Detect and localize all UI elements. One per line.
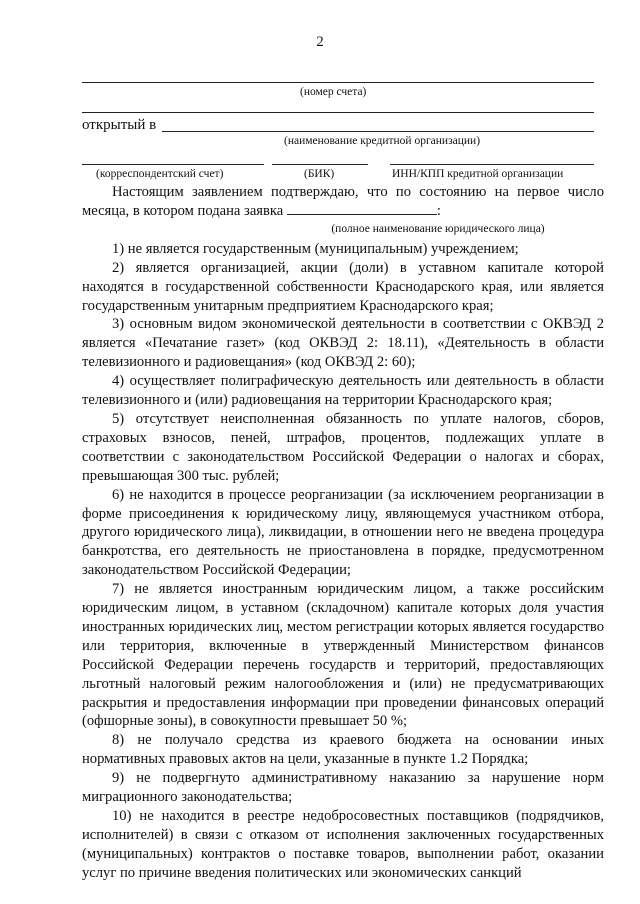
item-7: 7) не является иностранным юридическим лицом, а также российским юридическим лицом, в уставном (складочном) капитале которых доля участия иностранных юридических лиц, местом регистрации которых является государство или территория, включенные в утвержденный Министерством финансов Российской Федерации перечень государств и территорий, предоставляющих льготный налоговый режим налогообложения и (или) не предусматривающих раскрытия и предоставления информации при проведении финансовых операций (офшорные зоны), в совокупности превышает 50 %; xyxy=(82,581,604,730)
item-1: 1) не является государственным (муниципальным) учреждением; xyxy=(112,240,519,257)
page-number: 2 xyxy=(316,34,324,50)
credit-org-line xyxy=(162,131,594,132)
item-10: 10) не находится в реестре недобросовестных поставщиков (подрядчиков, исполнителей) в связи с отказом от исполнения заключенных государственных (муниципальных) контрактов о поставке товаров, выполнении работ, оказании услуг по причине введения политических или экономических санкций xyxy=(82,808,604,881)
item-6: 6) не находится в процессе реорганизации (за исключением реорганизации в форме присоединения к юридическому лицу, являющемуся участником отбора, другого юридического лица), ликвидации, в отношении него не введена процедура банкротства, его деятельность не приостановлена в порядке, предусмотренном законодательством Российской Федерации; xyxy=(82,486,604,579)
corr-account-caption: (корреспондентский счет) xyxy=(96,168,224,180)
account-number-line xyxy=(82,82,594,83)
blank-line xyxy=(82,112,594,113)
statement-body xyxy=(82,183,604,883)
inn-kpp-caption: ИНН/КПП кредитной организации xyxy=(392,168,564,180)
intro-paragraph xyxy=(82,183,604,221)
inn-kpp-line xyxy=(390,164,594,165)
legal-name-blank xyxy=(287,202,437,215)
item-5: 5) отсутствует неисполненная обязанность по уплате налогов, сборов, страховых взносов, пеней, штрафов, процентов, подлежащих уплате в соответствии с законодательством Российской Федерации о налогах и сборах, превышающая 300 тыс. рублей; xyxy=(82,410,604,484)
item-9: 9) не подвергнуто административному наказанию за нарушение норм миграционного законодательства; xyxy=(82,770,604,806)
opened-in-label: открытый в xyxy=(82,117,157,133)
corr-account-line xyxy=(82,164,264,165)
intro-colon: : xyxy=(436,202,441,219)
item-2: 2) является организацией, акции (доли) в уставном капитале которой находятся в государственной собственности Краснодарского края, или является государственным унитарным предприятием Краснодарского края; xyxy=(82,259,604,314)
bik-line xyxy=(272,164,368,165)
item-4: 4) осуществляет полиграфическую деятельность или деятельность в области телевизионного и (или) радиовещания на территории Краснодарского края; xyxy=(82,373,604,409)
bik-caption: (БИК) xyxy=(304,168,335,180)
legal-name-caption: (полное наименование юридического лица) xyxy=(331,222,545,235)
credit-org-caption: (наименование кредитной организации) xyxy=(284,135,481,147)
item-3: 3) основным видом экономической деятельности в соответствии с ОКВЭД 2 является «Печатание газет» (код ОКВЭД 2: 18.11), «Деятельность в области телевизионного и радиовещания» (код ОКВЭД 2: 60); xyxy=(82,316,604,371)
intro-text: Настоящим заявлением подтверждаю, что по состоянию на первое число месяца, в котором подана заявка xyxy=(82,184,604,219)
item-8: 8) не получало средства из краевого бюджета на основании иных нормативных правовых актов на цели, указанные в пункте 1.2 Порядка; xyxy=(82,732,604,768)
account-number-caption: (номер счета) xyxy=(300,86,367,98)
